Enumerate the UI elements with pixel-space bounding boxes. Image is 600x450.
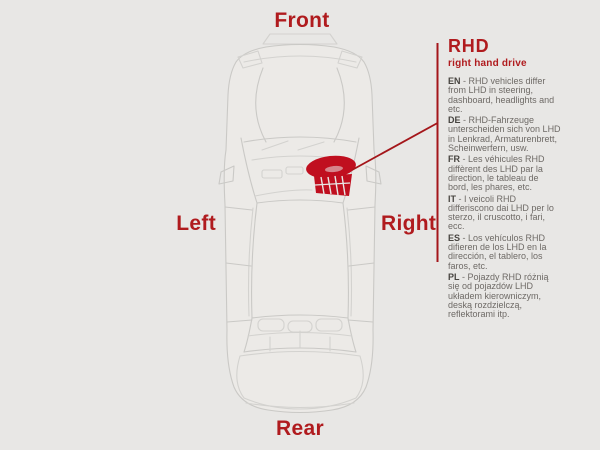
language-code: ES (448, 232, 461, 243)
car-top-view (219, 34, 381, 413)
language-entry (448, 195, 561, 232)
language-entry (448, 273, 561, 319)
right-label: Right (381, 212, 437, 235)
language-text: - RHD-Fahrzeuge unterscheiden sich von LHD in Lenkrad, Armaturenbrett, Scheinwerfern, usw. (448, 115, 561, 154)
language-entry (448, 116, 561, 153)
language-text: - I veicoli RHD differiscono dai LHD per lo sterzo, il cruscotto, i fari, ecc. (448, 193, 554, 232)
language-code: FR (448, 154, 460, 165)
rear-label: Rear (276, 417, 324, 440)
language-entries (448, 77, 561, 319)
language-entry (448, 77, 561, 114)
rhd-callout (448, 36, 561, 321)
language-entry (448, 155, 561, 192)
language-text: - RHD vehicles differ from LHD in steering, dashboard, headlights and etc. (448, 76, 555, 114)
language-code: DE (448, 115, 461, 126)
language-entry (448, 234, 561, 271)
language-code: IT (448, 193, 456, 204)
left-label: Left (176, 212, 216, 235)
callout-title: RHD (448, 36, 490, 56)
language-text: - Pojazdy RHD różnią się od pojazdów LHD układem kierowniczym, deską rozdzielczą, reflektorami itp. (448, 271, 549, 320)
language-text: - Les véhicules RHD diffèrent des LHD par la direction, le tableau de bord, les phares, etc. (448, 154, 545, 193)
language-text: - Los vehículos RHD difieren de los LHD en la dirección, el tablero, los faros, etc. (448, 232, 547, 271)
callout-subtitle: right hand drive (448, 58, 527, 69)
language-code: PL (448, 271, 460, 282)
front-label: Front (274, 9, 330, 32)
language-code: EN (448, 76, 461, 86)
